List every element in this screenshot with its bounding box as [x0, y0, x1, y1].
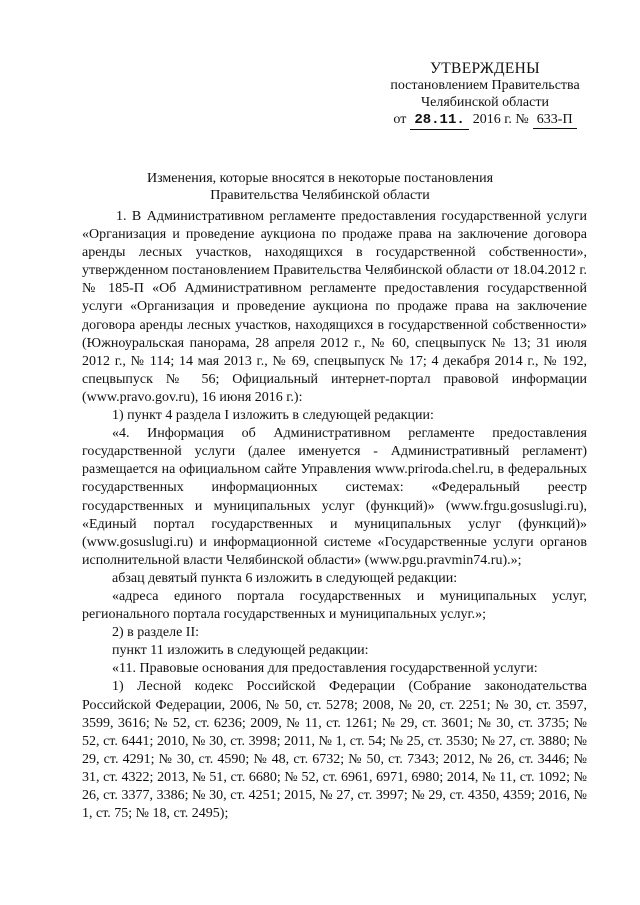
approval-stamp	[370, 60, 600, 130]
title-line-1: Изменения, которые вносятся в некоторые постановления	[146, 171, 494, 186]
paragraph: пункт 11 изложить в следующей редакции:	[112, 643, 369, 659]
approval-date-line	[370, 111, 600, 130]
paragraph: «11. Правовые основания для предоставления государственной услуги:	[112, 661, 538, 677]
title-line-2: Правительства Челябинской области	[210, 188, 430, 203]
paragraph: «адреса единого портала государственных и муниципальных услуг, регионального портала государственных и муниципальных услуг.»;	[82, 588, 587, 623]
approval-title: УТВЕРЖДЕНЫ	[430, 60, 540, 77]
approval-date-year: 2016 г. №	[472, 112, 529, 127]
paragraph: абзац девятый пункта 6 изложить в следующей редакции:	[112, 570, 458, 586]
approval-line-1: постановлением Правительства	[390, 78, 580, 93]
document-title	[100, 170, 540, 204]
paragraph: 1) пункт 4 раздела I изложить в следующей редакции:	[112, 408, 434, 424]
document-body	[82, 208, 587, 823]
paragraph: 1. В Административном регламенте предоставления государственной услуги «Организация и проведение аукциона по продаже права на заключение договора аренды лесных участков, находящихся в государственной собственности», утвержденном постановлением Правительства Челябинской области от 18.04.2012 г. № 185-П «Об Административном регламенте предоставления государственной услуги «Организация и проведение аукциона по продаже права на заключение договора аренды лесных участков, находящихся в государственной собственности» (Южноуральская панорама, 28 апреля 2012 г., № 60, спецвыпуск № 13; 31 июля 2012 г., № 114; 14 мая 2013 г., № 69, спецвыпуск № 17; 4 декабря 2014 г., № 192, спецвыпуск № 56; Официальный интернет-портал правовой информации (www.pravo.gov.ru), 16 июня 2016 г.):	[82, 209, 587, 405]
approval-date-day: 28.11.	[410, 112, 468, 130]
paragraph: 2) в разделе II:	[112, 625, 200, 641]
paragraph: 1) Лесной кодекс Российской Федерации (Собрание законодательства Российской Федерации, 2006, № 50, ст. 5278; 2008, № 20, ст. 2251; № 30, ст. 3597, 3599, 3616; № 52, ст. 6236; 2009, № 11, ст. 1261; № 29, ст. 3601; № 30, ст. 3735; № 52, ст. 6441; 2010, № 30, ст. 3998; 2011, № 1, ст. 54; № 25, ст. 3530; № 27, ст. 3880; № 29, ст. 4291; № 30, ст. 4590; № 48, ст. 6732; № 50, ст. 7343; 2012, № 26, ст. 3446; № 31, ст. 4322; 2013, № 51, ст. 6680; № 52, ст. 6961, 6971, 6980; 2014, № 11, ст. 1092; № 26, ст. 3377, 3386; № 30, ст. 4251; 2015, № 27, ст. 3997; № 29, ст. 4350, 4359; 2016, № 1, ст. 75; № 18, ст. 2495);	[82, 679, 587, 822]
approval-number: 633-П	[533, 111, 577, 129]
approval-line-2: Челябинской области	[421, 95, 549, 110]
date-prefix: от	[393, 112, 407, 127]
paragraph: «4. Информация об Административном регламенте предоставления государственной услуги (далее именуется - Административный регламент) размещается на официальном сайте Управления www.priroda.chel.ru, в федеральных государственных информационных системах: «Федеральный реестр государственных и муниципальных услуг (функций)» (www.frgu.gosuslugi.ru), «Единый портал государственных и муниципальных услуг (функций)» (www.gosuslugi.ru) и информационной системе «Государственные услуги органов исполнительной власти Челябинской области» (www.pgu.pravmin74.ru).»;	[82, 426, 587, 568]
